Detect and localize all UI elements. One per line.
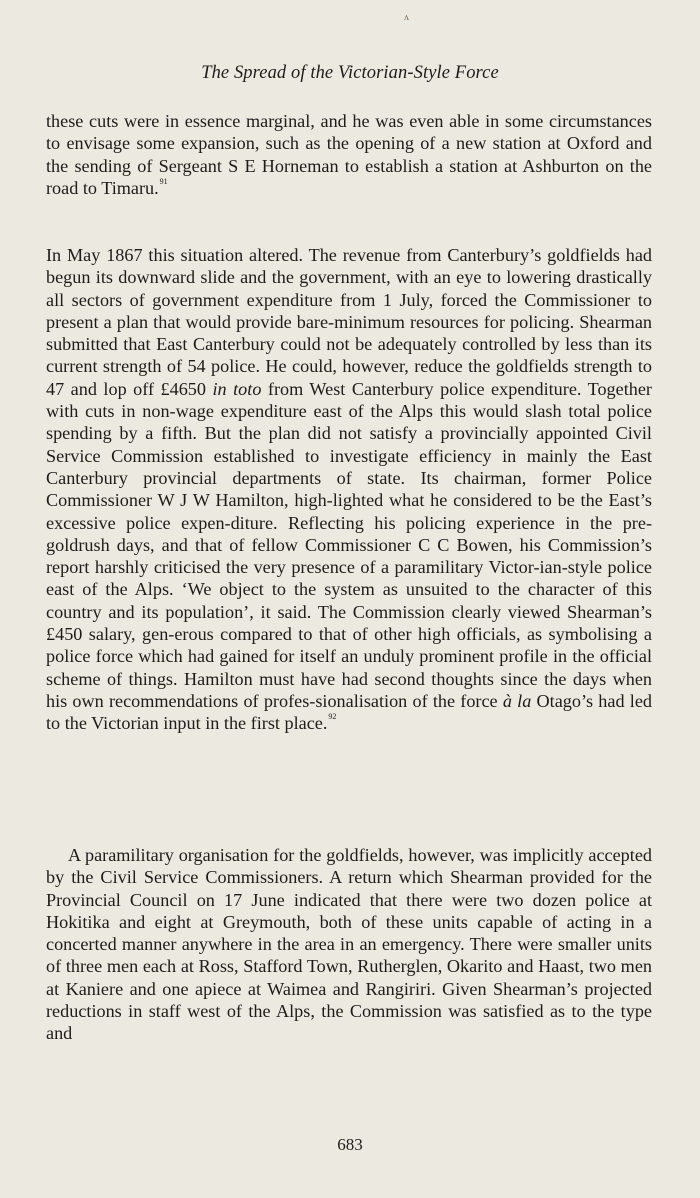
running-head: The Spread of the Victorian-Style Force (201, 63, 499, 83)
paragraph-3-text: A paramilitary organisation for the goldfields, however, was implicitly accepted by the Civil Service Commissioners. A return which Shearman provided for the Provincial Council on 17 June indicated that there were two dozen police at Hokitika and eight at Greymouth, both of these units capable of acting in a concerted manner anywhere in the area in an emergency. There were smaller units of three men each at Ross, Stafford Town, Rutherglen, Okarito and Haast, two men at Kaniere and one apiece at Waimea and Rangiriri. Given Shearman’s projected reductions in staff west of the Alps, the Commission was satisfied as to the type and (46, 845, 652, 1044)
paragraph-2 (46, 244, 652, 735)
paragraph-1-text: these cuts were in essence marginal, and he was even able in some circumstances to envisage some expansion, such as the opening of a new station at Oxford and the sending of Sergeant S E Horneman to establish a station at Ashburton on the road to Timaru. (46, 111, 652, 198)
paragraph-2-italic-1: in toto (212, 378, 262, 399)
paragraph-2-text-2: from West Canterbury police expenditure. Together with cuts in non-wage expenditure east of the Alps this would slash total police spending by a fifth. But the plan did not satisfy a provincially appointed Civil Service Commission established to investigate efficiency in mainly the East Canterbury provincial departments of state. Its chairman, former Police Commissioner W J W Hamilton, high-lighted what he considered to be the East’s excessive police expen-diture. Reflecting his policing experience in the pre-goldrush days, and that of fellow Commissioner C C Bowen, his Commission’s report harshly criticised the very presence of a paramilitary Victor-ian-style police east of the Alps. ‘We object to the system as unsuited to the character of this country and its population’, it said. The Commission clearly viewed Shearman’s £450 salary, gen-erous compared to that of other high officials, as symbolising a police force which had gained for itself an unduly prominent profile in the official scheme of things. Hamilton must have had second thoughts since the days when his own recommendations of profes-sionalisation of the force (46, 378, 652, 711)
page-number: 683 (337, 1135, 363, 1154)
scan-mark: ʌ (404, 12, 409, 23)
paragraph-3 (46, 844, 652, 1045)
paragraph-2-text-3: Otago’s had led to the Victorian input in the first place. (46, 690, 652, 734)
paragraph-2-text-1: In May 1867 this situation altered. The revenue from Canterbury’s goldfields had begun its downward slide and the government, with an eye to lowering drastically all sectors of government expenditure from 1 July, forced the Commissioner to present a plan that would provide bare-minimum resources for policing. Shearman submitted that East Canterbury could not be adequately controlled by less than its current strength of 54 police. He could, however, reduce the goldfields strength to 47 and lop off £4650 (46, 245, 652, 399)
paragraph-1 (46, 110, 652, 199)
footnote-ref-92[interactable]: 92 (328, 712, 337, 722)
paragraph-2-italic-2: à la (502, 690, 532, 711)
footnote-ref-91[interactable]: 91 (159, 176, 168, 186)
